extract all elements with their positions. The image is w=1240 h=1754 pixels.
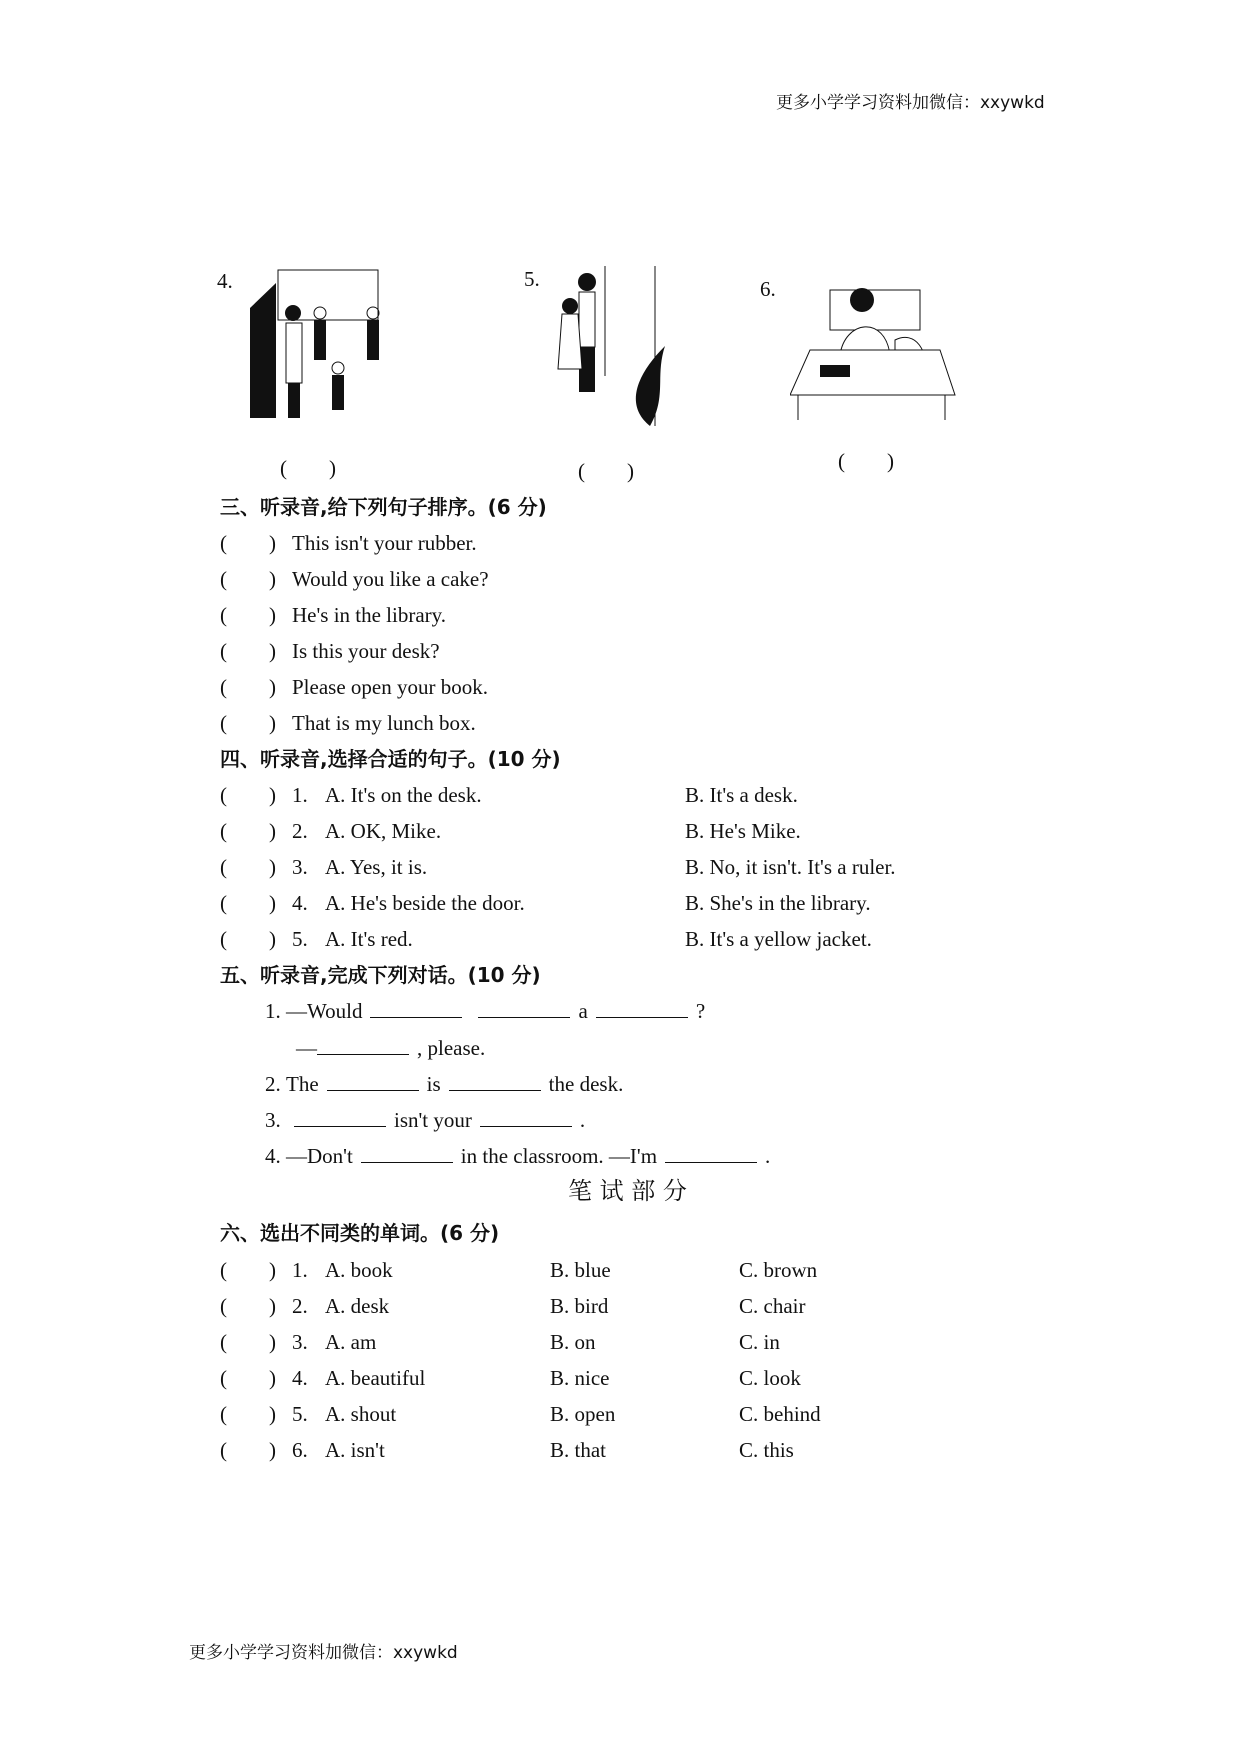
blank[interactable] [361,1144,453,1163]
answer-paren[interactable]: ( ) [220,1330,276,1354]
section-3-title: 三、听录音,给下列句子排序。(6 分) [220,495,547,519]
answer-paren[interactable]: ( ) [220,1294,276,1318]
section-4-title: 四、听录音,选择合适的句子。(10 分) [220,747,561,771]
answer-paren[interactable]: ( ) [220,567,276,591]
section-5-title: 五、听录音,完成下列对话。(10 分) [220,963,541,987]
answer-paren[interactable]: ( ) [220,711,276,735]
blank[interactable] [596,999,688,1018]
blank[interactable] [478,999,570,1018]
blank[interactable] [327,1072,419,1091]
answer-paren[interactable]: ( ) [220,675,276,699]
option-a: A. isn't [325,1438,385,1462]
sentence-item: That is my lunch box. [292,711,476,735]
dialogue-line-2: 2. The is the desk. [265,1072,624,1096]
option-b: B. He's Mike. [685,819,801,843]
answer-paren[interactable]: ( ) [220,1402,276,1426]
sentence-item: Is this your desk? [292,639,440,663]
option-c: C. this [739,1438,794,1462]
answer-paren[interactable]: ( ) [220,1438,276,1462]
blank[interactable] [480,1108,572,1127]
option-b: B. It's a desk. [685,783,798,807]
answer-paren[interactable]: ( ) [220,531,276,555]
boy-at-desk-picture [790,270,960,420]
sentence-item: Please open your book. [292,675,488,699]
people-and-plant-picture [555,266,670,428]
option-b: B. that [550,1438,606,1462]
option-a: A. OK, Mike. [325,819,442,843]
option-a: A. Yes, it is. [325,855,428,879]
option-a: A. It's on the desk. [325,783,482,807]
option-b: B. nice [550,1366,610,1390]
option-c: C. behind [739,1402,821,1426]
dialogue-line-4: 4. —Don't in the classroom. —I'm . [265,1144,771,1168]
answer-paren[interactable]: ( ) [220,855,276,879]
item-number: 5. [292,1402,308,1426]
item-number: 2. [292,819,308,843]
item-number: 3. [292,1330,308,1354]
option-a: A. He's beside the door. [325,891,525,915]
option-b: B. blue [550,1258,611,1282]
option-b: B. She's in the library. [685,891,871,915]
answer-paren[interactable]: ( ) [220,1366,276,1390]
option-b: B. No, it isn't. It's a ruler. [685,855,896,879]
option-b: B. bird [550,1294,609,1318]
picture-number: 4. [217,269,233,293]
answer-paren[interactable]: ( ) [220,1258,276,1282]
answer-paren[interactable]: ( ) [280,456,336,480]
blank[interactable] [294,1108,386,1127]
written-part-title: 笔 试 部 分 [568,1177,687,1205]
option-c: C. look [739,1366,801,1390]
item-number: 2. [292,1294,308,1318]
blank[interactable] [449,1072,541,1091]
option-a: A. desk [325,1294,390,1318]
option-c: C. in [739,1330,780,1354]
dialogue-line-1b: — , please. [296,1036,486,1060]
answer-paren[interactable]: ( ) [220,819,276,843]
answer-paren[interactable]: ( ) [220,891,276,915]
option-a: A. beautiful [325,1366,426,1390]
blank[interactable] [317,1036,409,1055]
option-b: B. It's a yellow jacket. [685,927,872,951]
option-a: A. It's red. [325,927,413,951]
sentence-item: Would you like a cake? [292,567,489,591]
item-number: 1. [292,1258,308,1282]
item-number: 4. [292,891,308,915]
item-number: 5. [292,927,308,951]
option-c: C. chair [739,1294,806,1318]
item-number: 1. [292,783,308,807]
answer-paren[interactable]: ( ) [838,449,894,473]
classroom-picture [248,268,388,428]
item-number: 3. [292,855,308,879]
picture-number: 6. [760,277,776,301]
answer-paren[interactable]: ( ) [220,603,276,627]
item-number: 6. [292,1438,308,1462]
section-6-title: 六、选出不同类的单词。(6 分) [220,1221,500,1245]
option-b: B. on [550,1330,596,1354]
footer-watermark: 更多小学学习资料加微信：xxywkd [189,1643,458,1663]
sentence-item: This isn't your rubber. [292,531,477,555]
option-a: A. am [325,1330,377,1354]
blank[interactable] [665,1144,757,1163]
sentence-item: He's in the library. [292,603,447,627]
header-watermark: 更多小学学习资料加微信：xxywkd [776,93,1045,113]
answer-paren[interactable]: ( ) [220,639,276,663]
picture-number: 5. [524,267,540,291]
answer-paren[interactable]: ( ) [220,783,276,807]
item-number: 4. [292,1366,308,1390]
option-a: A. book [325,1258,393,1282]
option-a: A. shout [325,1402,397,1426]
option-c: C. brown [739,1258,818,1282]
dialogue-line-3: 3. isn't your . [265,1108,586,1132]
dialogue-line-1: 1. —Would a ? [265,999,706,1023]
blank[interactable] [370,999,462,1018]
answer-paren[interactable]: ( ) [578,459,634,483]
answer-paren[interactable]: ( ) [220,927,276,951]
option-b: B. open [550,1402,616,1426]
